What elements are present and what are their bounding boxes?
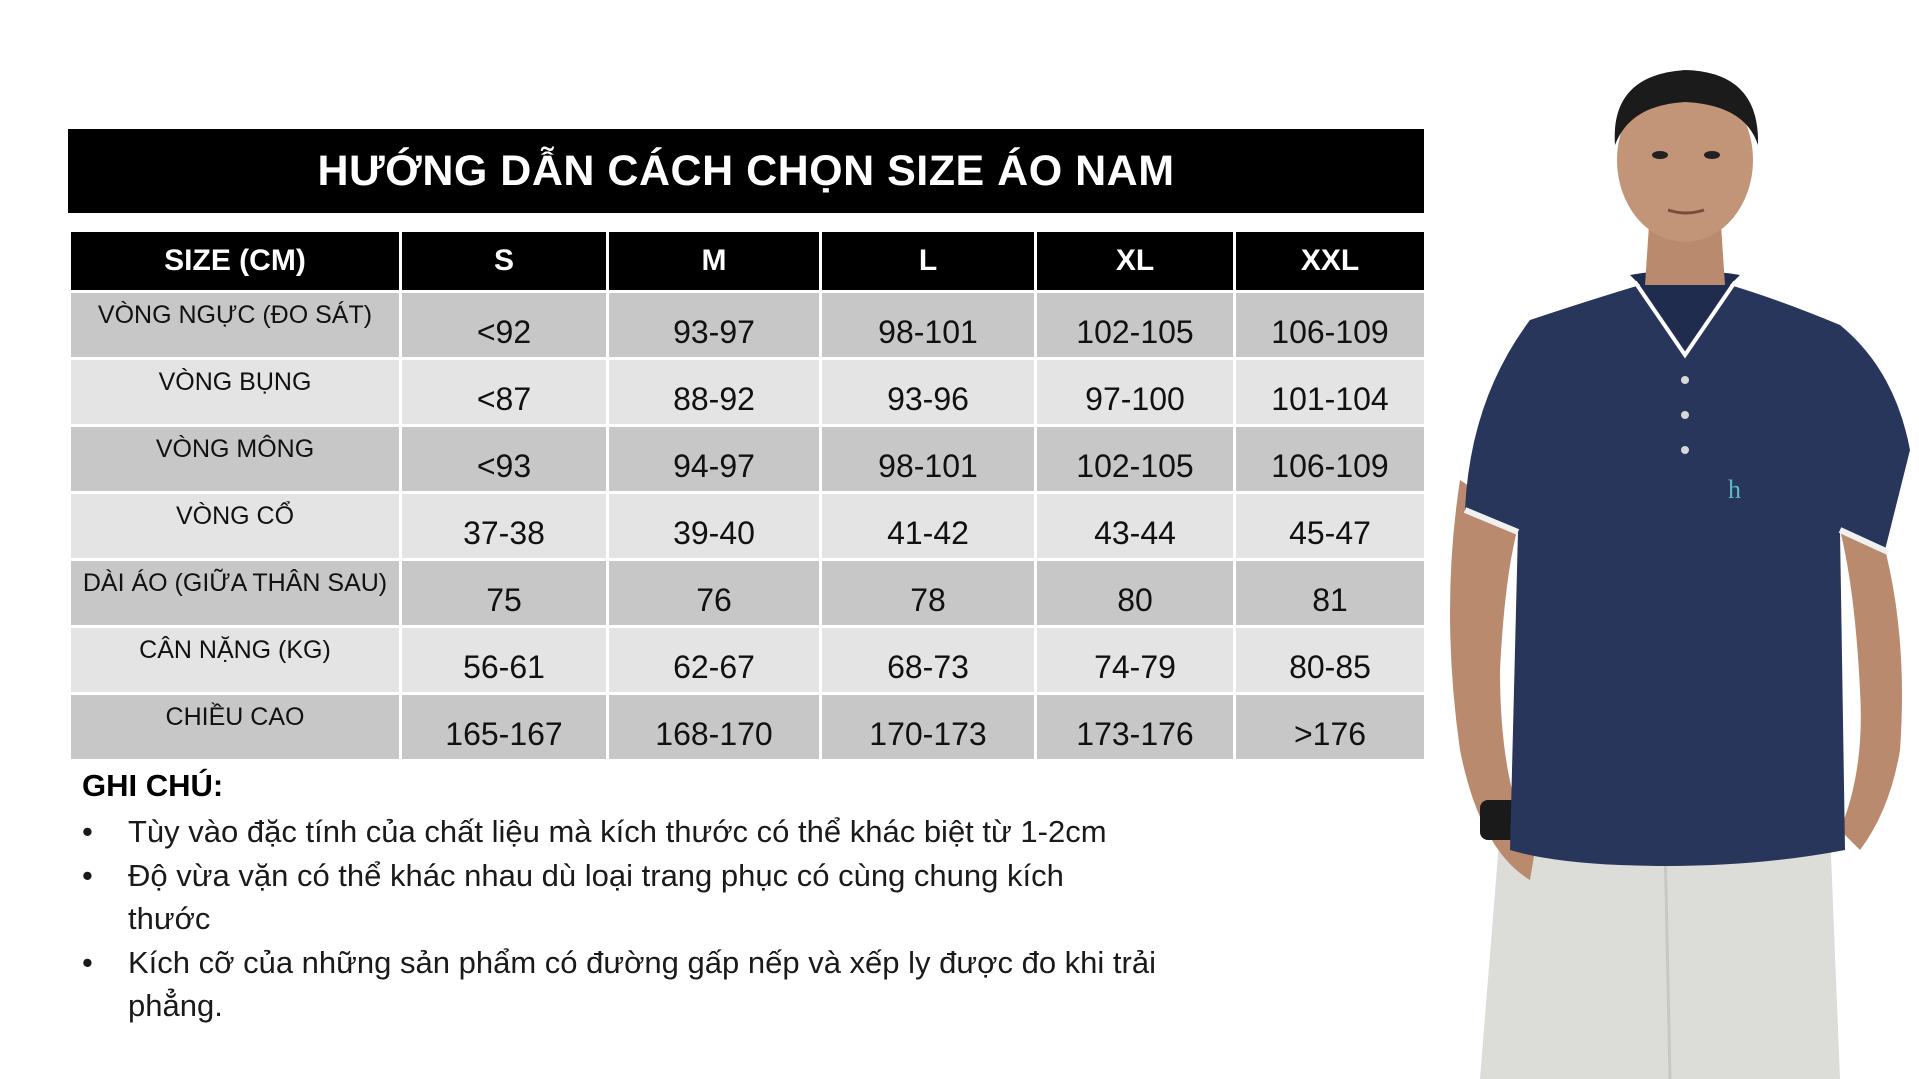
table-cell: <87 [401, 359, 608, 426]
table-row [70, 493, 1426, 560]
table-cell: 68-73 [821, 627, 1036, 694]
table-cell: 39-40 [608, 493, 821, 560]
row-label: DÀI ÁO (GIỮA THÂN SAU) [70, 560, 401, 627]
table-cell: 56-61 [401, 627, 608, 694]
row-label: CÂN NẶNG (KG) [70, 627, 401, 694]
right-arm [1840, 500, 1902, 850]
model-photo [1440, 50, 1919, 1079]
shirt [1465, 285, 1910, 866]
table-cell: 101-104 [1235, 359, 1426, 426]
table-row [70, 560, 1426, 627]
table-cell: 173-176 [1036, 694, 1235, 761]
table-cell: 97-100 [1036, 359, 1235, 426]
table-row [70, 292, 1426, 359]
table-cell: 93-97 [608, 292, 821, 359]
table-cell: <93 [401, 426, 608, 493]
table-cell: 168-170 [608, 694, 821, 761]
table-cell: 78 [821, 560, 1036, 627]
table-row [70, 359, 1426, 426]
table-cell: 88-92 [608, 359, 821, 426]
header-s: S [401, 232, 608, 292]
row-label: CHIỀU CAO [70, 694, 401, 761]
bullet-icon: • [82, 814, 93, 849]
header-l: L [821, 232, 1036, 292]
table-cell: 43-44 [1036, 493, 1235, 560]
notes-title: GHI CHÚ: [82, 768, 224, 803]
table-cell: >176 [1235, 694, 1426, 761]
table-cell: 74-79 [1036, 627, 1235, 694]
table-row [70, 426, 1426, 493]
table-row [70, 627, 1426, 694]
table-cell: 93-96 [821, 359, 1036, 426]
list-item [82, 941, 1208, 1027]
table-cell: <92 [401, 292, 608, 359]
table-cell: 98-101 [821, 426, 1036, 493]
note-text: Kích cỡ của những sản phẩm có đường gấp nếp và xếp ly được đo khi trải phẳng. [128, 945, 1156, 1023]
table-cell: 37-38 [401, 493, 608, 560]
table-row [70, 694, 1426, 761]
table-cell: 106-109 [1235, 292, 1426, 359]
brand-logo-icon: h [1728, 475, 1741, 504]
table-cell: 165-167 [401, 694, 608, 761]
size-chart-table [68, 232, 1427, 762]
table-cell: 81 [1235, 560, 1426, 627]
bullet-icon: • [82, 945, 93, 980]
row-label: VÒNG CỔ [70, 493, 401, 560]
table-cell: 106-109 [1235, 426, 1426, 493]
header-xl: XL [1036, 232, 1235, 292]
table-cell: 102-105 [1036, 426, 1235, 493]
table-cell: 102-105 [1036, 292, 1235, 359]
row-label: VÒNG BỤNG [70, 359, 401, 426]
row-label: VÒNG NGỰC (ĐO SÁT) [70, 292, 401, 359]
table-header-row [70, 232, 1426, 292]
list-item [82, 810, 1182, 853]
header-m: M [608, 232, 821, 292]
table-cell: 41-42 [821, 493, 1036, 560]
table-cell: 45-47 [1235, 493, 1426, 560]
table-cell: 94-97 [608, 426, 821, 493]
table-cell: 75 [401, 560, 608, 627]
page-title: HƯỚNG DẪN CÁCH CHỌN SIZE ÁO NAM [68, 129, 1424, 213]
notes-list [82, 810, 1182, 1027]
bullet-icon: • [82, 858, 93, 893]
header-xxl: XXL [1235, 232, 1426, 292]
note-text: Độ vừa vặn có thể khác nhau dù loại trang phục có cùng chung kích thước [128, 858, 1064, 936]
notes-section [82, 768, 1182, 1028]
header-size: SIZE (CM) [70, 232, 401, 292]
pants [1480, 830, 1840, 1079]
table-cell: 80-85 [1235, 627, 1426, 694]
table-cell: 80 [1036, 560, 1235, 627]
table-cell: 62-67 [608, 627, 821, 694]
list-item [82, 854, 1148, 940]
table-cell: 98-101 [821, 292, 1036, 359]
table-cell: 76 [608, 560, 821, 627]
note-text: Tùy vào đặc tính của chất liệu mà kích thước có thể khác biệt từ 1-2cm [128, 814, 1107, 849]
row-label: VÒNG MÔNG [70, 426, 401, 493]
table-cell: 170-173 [821, 694, 1036, 761]
